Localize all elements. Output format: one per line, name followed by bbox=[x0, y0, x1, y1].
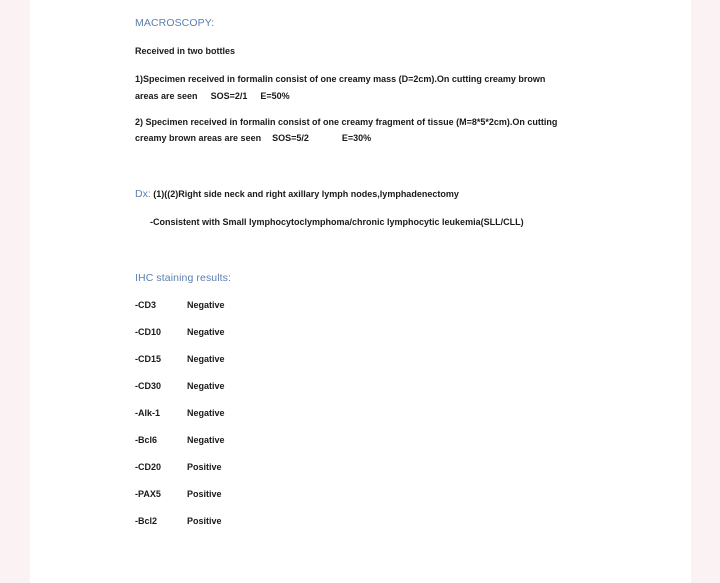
specimen1-e: E=50% bbox=[260, 91, 290, 101]
ihc-marker: -CD3 bbox=[135, 300, 157, 310]
ihc-row bbox=[135, 300, 225, 310]
ihc-marker: -Bcl2 bbox=[135, 516, 158, 526]
ihc-row bbox=[135, 408, 225, 418]
ihc-row bbox=[135, 435, 225, 445]
specimen2-text: creamy brown areas are seen bbox=[135, 133, 262, 143]
ihc-result: Negative bbox=[187, 408, 225, 418]
ihc-result: Positive bbox=[187, 489, 222, 499]
ihc-result: Positive bbox=[187, 516, 222, 526]
specimen1-sos: SOS=2/1 bbox=[210, 91, 248, 101]
diagnosis-line bbox=[135, 188, 459, 200]
ihc-result: Negative bbox=[187, 435, 225, 445]
ihc-result: Negative bbox=[187, 354, 225, 364]
ihc-marker: -CD10 bbox=[135, 327, 162, 337]
specimen2-line1: 2) Specimen received in formalin consist of one creamy fragment of tissue (M=8*5*2cm).On cutting bbox=[135, 117, 558, 127]
ihc-marker: -PAX5 bbox=[135, 489, 161, 499]
ihc-result: Negative bbox=[187, 327, 225, 337]
received-line: Received in two bottles bbox=[135, 46, 236, 56]
ihc-marker: -CD15 bbox=[135, 354, 162, 364]
ihc-row bbox=[135, 327, 225, 337]
ihc-marker: -Bcl6 bbox=[135, 435, 158, 445]
ihc-result: Negative bbox=[187, 381, 225, 391]
specimen1-text: areas are seen bbox=[135, 91, 198, 101]
diagnosis-finding: -Consistent with Small lymphocytoclymphoma/chronic lymphocytic leukemia(SLL/CLL) bbox=[150, 217, 524, 227]
ihc-marker: -CD20 bbox=[135, 462, 162, 472]
specimen1-line2 bbox=[135, 91, 290, 101]
diagnosis-text: (1)((2)Right side neck and right axillary lymph nodes,lymphadenectomy bbox=[153, 189, 459, 199]
ihc-marker: -CD30 bbox=[135, 381, 162, 391]
specimen1-line1: 1)Specimen received in formalin consist of one creamy mass (D=2cm).On cutting creamy brown bbox=[135, 74, 546, 84]
diagnosis-label: Dx: bbox=[135, 188, 151, 200]
ihc-heading: IHC staining results: bbox=[135, 272, 232, 284]
ihc-row bbox=[135, 462, 222, 472]
macroscopy-heading: MACROSCOPY: bbox=[135, 17, 215, 29]
specimen2-e: E=30% bbox=[341, 133, 372, 143]
document-page bbox=[30, 0, 691, 583]
specimen2-line2 bbox=[135, 133, 371, 143]
ihc-row bbox=[135, 381, 225, 391]
ihc-row bbox=[135, 354, 225, 364]
ihc-marker: -Alk-1 bbox=[135, 408, 161, 418]
ihc-result: Positive bbox=[187, 462, 222, 472]
ihc-result: Negative bbox=[187, 300, 225, 310]
ihc-row bbox=[135, 516, 222, 526]
ihc-row bbox=[135, 489, 222, 499]
specimen2-sos: SOS=5/2 bbox=[272, 133, 309, 143]
